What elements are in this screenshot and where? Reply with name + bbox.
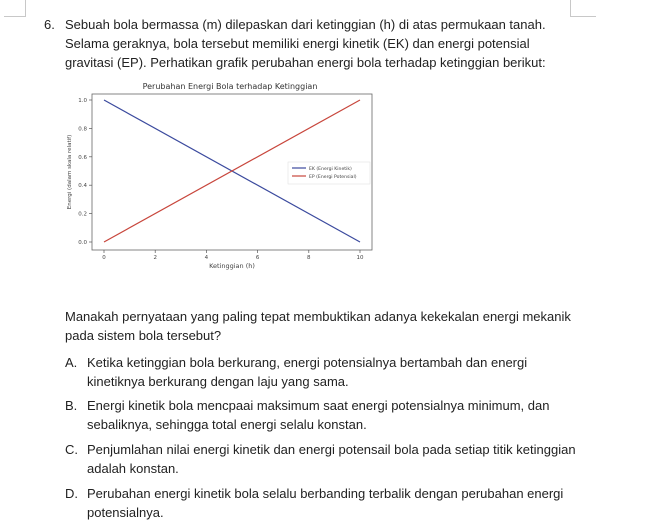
prompt-line: pada sistem bola tersebut? xyxy=(65,328,222,343)
option-text-line: Ketika ketinggian bola berkurang, energi potensialnya bertambah dan energi xyxy=(87,355,528,370)
x-axis-ticks xyxy=(102,250,364,261)
question-line: gravitasi (EP). Perhatikan grafik perubahan energi bola terhadap ketinggian berikut: xyxy=(65,55,546,70)
corner-mark-left xyxy=(4,0,26,17)
x-tick-label: 2 xyxy=(153,255,157,261)
legend-label: EK (Energi Kinetik) xyxy=(309,167,352,172)
y-tick-label: 0.0 xyxy=(78,240,87,246)
legend-label: EP (Energi Potensial) xyxy=(309,175,357,180)
option-text-line: Penjumlahan nilai energi kinetik dan energi potensail bola pada setiap titik ketinggian xyxy=(87,442,576,457)
x-tick-label: 8 xyxy=(307,255,311,261)
option-letter: A. xyxy=(65,355,78,370)
question-line: Selama geraknya, bola tersebut memiliki energi kinetik (EK) dan energi potensial xyxy=(65,36,530,51)
question-prompt xyxy=(65,307,645,345)
x-tick-label: 6 xyxy=(255,255,260,261)
option-letter: B. xyxy=(65,398,78,413)
y-tick-label: 0.2 xyxy=(78,211,87,218)
y-tick-label: 1.0 xyxy=(78,98,87,104)
energy-chart xyxy=(62,78,382,274)
option-text-line: adalah konstan. xyxy=(87,461,179,476)
prompt-line: Manakah pernyataan yang paling tepat membuktikan adanya kekekalan energi mekanik xyxy=(65,309,571,324)
question-number: 6. xyxy=(44,17,55,32)
legend-box xyxy=(288,162,370,184)
y-tick-label: 0.8 xyxy=(78,126,87,133)
option-text-line: potensialnya. xyxy=(87,505,164,520)
x-tick-label: 4 xyxy=(204,255,209,261)
x-tick-label: 10 xyxy=(356,255,364,261)
option-text-line: Perubahan energi kinetik bola selalu berbanding terbalik dengan perubahan energi xyxy=(87,486,564,501)
chart-svg xyxy=(62,78,382,274)
chart-legend xyxy=(288,162,370,184)
question-line: Sebuah bola bermassa (m) dilepaskan dari ketinggian (h) di atas permukaan tanah. xyxy=(65,17,546,32)
y-tick-label: 0.6 xyxy=(78,154,87,161)
option-text-line: kinetiknya berkurang dengan laju yang sama. xyxy=(87,374,349,389)
chart-title: Perubahan Energi Bola terhadap Ketinggian xyxy=(142,82,318,91)
question-text xyxy=(65,15,645,72)
y-axis-ticks xyxy=(78,98,92,246)
option-text-line: Energi kinetik bola mencpaai maksimum saat energi potensialnya minimum, dan xyxy=(87,398,550,413)
option-letter: D. xyxy=(65,486,78,501)
x-axis-label: Ketinggian (h) xyxy=(209,262,255,270)
x-tick-label: 0 xyxy=(102,255,106,261)
option-letter: C. xyxy=(65,442,78,457)
y-tick-label: 0.4 xyxy=(78,183,87,190)
option-text-line: sebaliknya, sehingga total energi selalu konstan. xyxy=(87,417,367,432)
y-axis-label: Energi (dalam skala relatif) xyxy=(67,134,73,210)
